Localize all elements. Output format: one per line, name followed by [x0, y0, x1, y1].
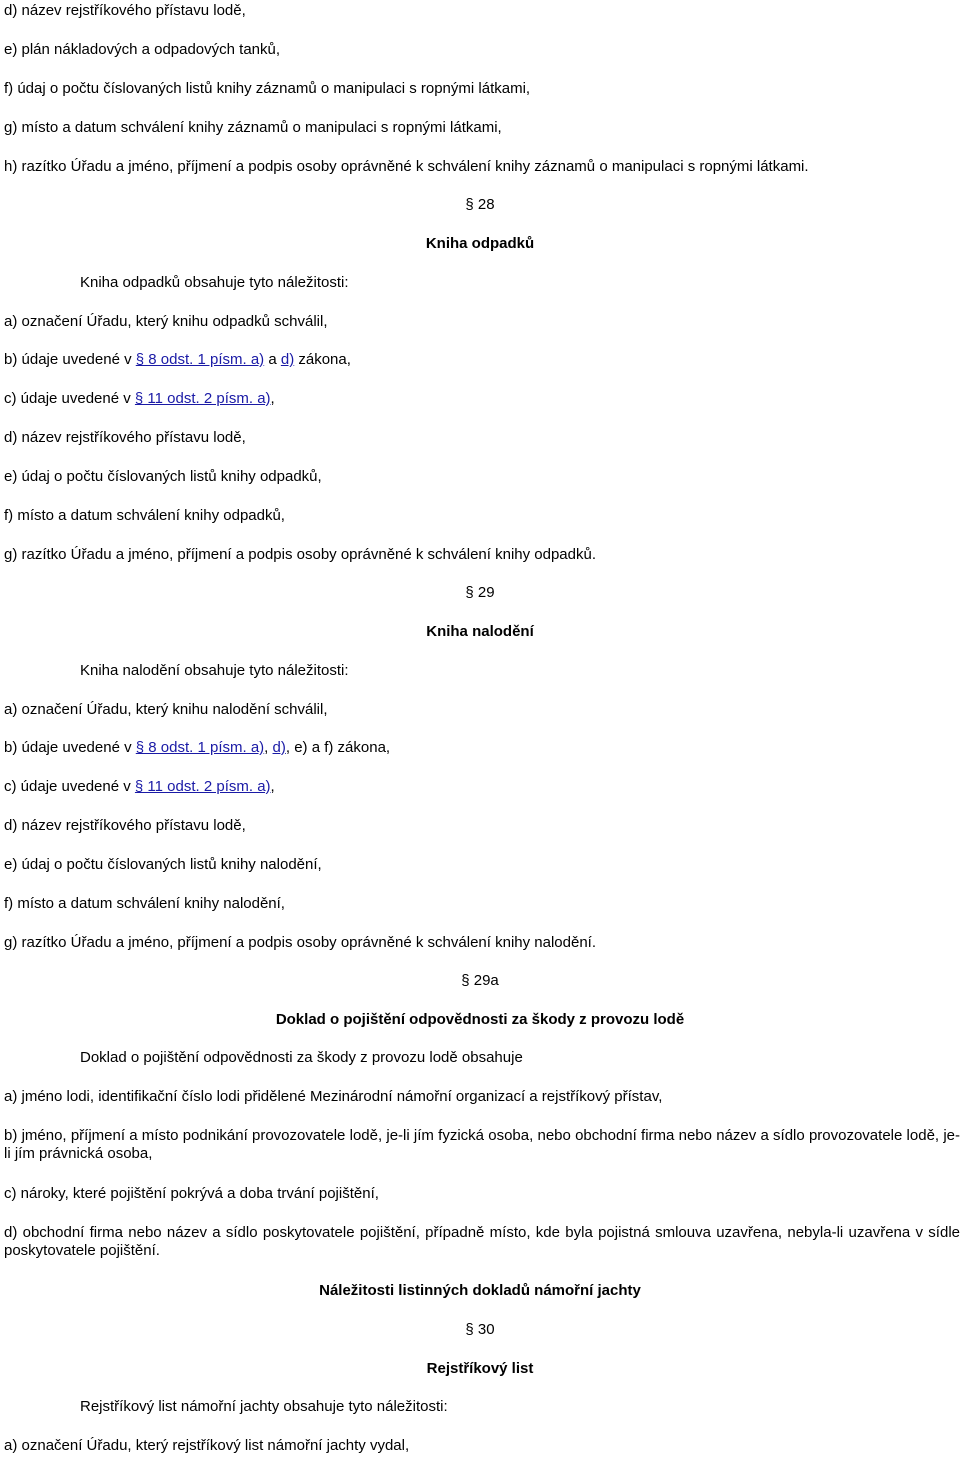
list-item-e: e) údaj o počtu číslovaných listů knihy nalodění, — [4, 856, 322, 873]
list-item-b: b) údaje uvedené v § 8 odst. 1 písm. a) a d) zákona, — [4, 351, 351, 368]
list-item-g: g) razítko Úřadu a jméno, příjmení a podpis osoby oprávněné k schválení knihy odpadků. — [4, 546, 597, 563]
list-item-g: g) místo a datum schválení knihy záznamů o manipulaci s ropnými látkami, — [4, 119, 502, 136]
section-30-number — [0, 1321, 960, 1339]
list-item-b: b) údaje uvedené v § 8 odst. 1 písm. a), d), e) a f) zákona, — [4, 739, 391, 756]
list-item-c: c) údaje uvedené v § 11 odst. 2 písm. a), — [4, 778, 275, 795]
list-item-a: a) jméno lodi, identifikační číslo lodi přidělené Mezinárodní námořní organizací a rejstříkový přístav, — [4, 1088, 663, 1105]
list-item-f: f) místo a datum schválení knihy odpadků, — [4, 507, 285, 524]
list-item-d: d) název rejstříkového přístavu lodě, — [4, 429, 246, 446]
list-item-a: a) označení Úřadu, který knihu nalodění schválil, — [4, 701, 328, 718]
law-reference-link[interactable]: § 8 odst. 1 písm. a) — [135, 739, 265, 756]
law-reference-link[interactable]: d) — [272, 739, 286, 756]
section-no: 29a — [473, 972, 499, 989]
section-sign: § — [465, 196, 474, 213]
list-item-e: e) údaj o počtu číslovaných listů knihy odpadků, — [4, 468, 322, 485]
list-item-a: a) označení Úřadu, který rejstříkový list námořní jachty vydal, — [4, 1437, 410, 1454]
section-29a-heading: Doklad o pojištění odpovědnosti za škody z provozu lodě — [275, 1011, 685, 1028]
list-item-c: c) nároky, které pojištění pokrývá a doba trvání pojištění, — [4, 1185, 379, 1202]
section-29a-intro: Doklad o pojištění odpovědnosti za škody z provozu lodě obsahuje — [80, 1049, 523, 1066]
law-reference-link[interactable]: § 8 odst. 1 písm. a) — [135, 351, 265, 368]
section-28-number — [0, 196, 960, 214]
list-item-b: b) jméno, příjmení a místo podnikání provozovatele lodě, je-li jím fyzická osoba, nebo obchodní firma nebo název a sídlo provozovatele lodě, je-li jím právnická osoba, — [4, 1127, 960, 1162]
section-30-heading: Rejstříkový list — [426, 1360, 534, 1377]
section-no: 29 — [477, 584, 495, 601]
list-item-d: d) název rejstříkového přístavu lodě, — [4, 817, 246, 834]
section-sign: § — [465, 1321, 474, 1338]
list-item-d: d) název rejstříkového přístavu lodě, — [4, 2, 246, 19]
law-reference-link[interactable]: d) — [280, 351, 295, 368]
list-item-g: g) razítko Úřadu a jméno, příjmení a podpis osoby oprávněné k schválení knihy nalodění. — [4, 934, 597, 951]
list-item-f: f) údaj o počtu číslovaných listů knihy záznamů o manipulaci s ropnými látkami, — [4, 80, 531, 97]
list-item-d: d) obchodní firma nebo název a sídlo poskytovatele pojištění, případně místo, kde byla pojistná smlouva uzavřena, nebyla-li uzavřena v sídle poskytovatele pojištění. — [4, 1224, 960, 1259]
part-heading: Náležitosti listinných dokladů námořní jachty — [319, 1282, 641, 1299]
law-reference-link[interactable]: § 11 odst. 2 písm. a) — [134, 390, 271, 407]
list-item-h: h) razítko Úřadu a jméno, příjmení a podpis osoby oprávněné k schválení knihy záznamů o manipulaci s ropnými látkami. — [4, 158, 809, 175]
section-28-heading: Kniha odpadků — [425, 235, 535, 252]
section-29-number — [0, 584, 960, 602]
list-item-f: f) místo a datum schválení knihy nalodění, — [4, 895, 285, 912]
list-item-e: e) plán nákladových a odpadových tanků, — [4, 41, 281, 58]
section-no: 30 — [477, 1321, 495, 1338]
section-no: 28 — [477, 196, 495, 213]
list-item-c: c) údaje uvedené v § 11 odst. 2 písm. a), — [4, 390, 275, 407]
section-30-intro: Rejstříkový list námořní jachty obsahuje tyto náležitosti: — [80, 1398, 448, 1415]
section-29-intro: Kniha nalodění obsahuje tyto náležitosti: — [80, 662, 349, 679]
section-sign: § — [465, 584, 474, 601]
section-28-intro: Kniha odpadků obsahuje tyto náležitosti: — [80, 274, 349, 291]
section-sign: § — [461, 972, 470, 989]
section-29a-number — [0, 972, 960, 990]
list-item-a: a) označení Úřadu, který knihu odpadků schválil, — [4, 313, 328, 330]
section-29-heading: Kniha nalodění — [426, 623, 534, 640]
law-reference-link[interactable]: § 11 odst. 2 písm. a) — [134, 778, 271, 795]
